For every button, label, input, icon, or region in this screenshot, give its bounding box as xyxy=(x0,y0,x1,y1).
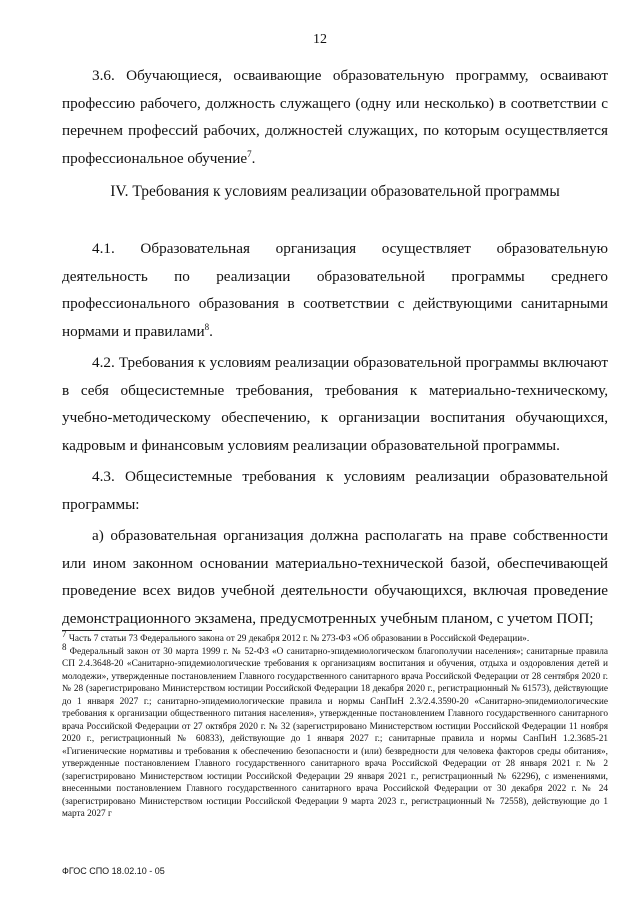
paragraph-4-1-text: 4.1. Образовательная организация осуществляет образовательную деятельность по реализации образовательной программы среднего профессионального образования в соответствии с действующими санитарными нормами и правилами xyxy=(62,240,608,340)
paragraph-4-2: 4.2. Требования к условиям реализации образовательной программы включают в себя общесистемные требования, требования к материально-техническому, учебно-методическому обеспечению, к организации воспитания обучающихся, кадровым и финансовым условиям реализации образовательной программы. xyxy=(62,354,608,454)
document-footer: ФГОС СПО 18.02.10 - 05 xyxy=(62,866,165,876)
section-3-6 xyxy=(62,62,608,172)
footnote-7-text: Часть 7 статьи 73 Федерального закона от 29 декабря 2012 г. № 273-ФЗ «Об образовании в Российской Федерации». xyxy=(66,634,530,644)
paragraph-4-1 xyxy=(62,235,608,345)
page-number: 12 xyxy=(313,32,327,47)
paragraph-4-3: 4.3. Общесистемные требования к условиям реализации образовательной программы: xyxy=(62,468,608,513)
footnote-8-mark: 8 xyxy=(62,641,67,652)
footnote-7 xyxy=(62,628,608,646)
section-4 xyxy=(62,235,608,632)
paragraph-4-1-end: . xyxy=(209,322,213,340)
section-heading: IV. Требования к условиям реализации образовательной программы xyxy=(110,183,560,200)
footnotes xyxy=(62,628,608,821)
footnote-8 xyxy=(62,641,608,821)
footnote-ref-7[interactable]: 7 xyxy=(247,148,252,159)
footnote-7-mark: 7 xyxy=(62,628,67,639)
footnote-divider xyxy=(62,630,212,631)
paragraph-3-6-text: 3.6. Обучающиеся, осваивающие образовательную программу, осваивают профессию рабочего, должность служащего (одну или несколько) в соответствии с перечнем профессий рабочих, должностей служащих, по которым осуществляется профессиональное обучение xyxy=(62,67,608,167)
paragraph-a: а) образовательная организация должна располагать на праве собственности или ином законном основании материально-технической базой, обеспечивающей проведение всех видов учебной деятельности обучающихся, включая проведение демонстрационного экзамена, предусмотренных учебным планом, с учетом ПОП; xyxy=(62,527,608,627)
paragraph-3-6 xyxy=(62,62,608,172)
paragraph-3-6-end: . xyxy=(251,149,256,167)
footnote-8-text: Федеральный закон от 30 марта 1999 г. № 52-ФЗ «О санитарно-эпидемиологическом благополучии населения»; санитарные правила СП 2.4.3648-20 «Санитарно-эпидемиологические требования к организациям воспитания и обучения, отдыха и оздоровления детей и молодежи», утвержденные постановлением Главного государственного санитарного врача Российской Федерации от 28 сентября 2020 г. № 28 (зарегистрировано Министерством юстиции Российской Федерации 18 декабря 2020 г., регистрационный № 61573), действующие до 1 января 2027 г.; санитарно-эпидемиологические правила и нормы СанПиН 2.3/2.4.3590-20 «Санитарно-эпидемиологические требования к организации общественного питания населения», утвержденные постановлением Главного государственного санитарного врача Российской Федерации от 27 октября 2020 г. № 32 (зарегистрировано Министерством юстиции Российской Федерации 11 ноября 2020 г., регистрационный № 60833), действующие до 1 января 2027 г.; санитарные правила и нормы СанПиН 1.2.3685-21 «Гигиенические нормативы и требования к обеспечению безопасности и (или) безвредности для человека факторов среды обитания», утвержденные постановлением Главного государственного санитарного врача Российской Федерации от 28 января 2021 г. № 2 (зарегистрировано Министерством юстиции Российской Федерации 29 января 2021 г., регистрационный № 62296), с изменениями, внесенными постановлением Главного государственного санитарного врача Российской Федерации от 30 декабря 2022 г. № 24 (зарегистрировано Министерством юстиции Российской Федерации 9 марта 2023 г., регистрационный № 72558), действующие до 1 марта 2027 г xyxy=(62,646,608,819)
footnote-ref-8[interactable]: 8 xyxy=(204,321,210,332)
